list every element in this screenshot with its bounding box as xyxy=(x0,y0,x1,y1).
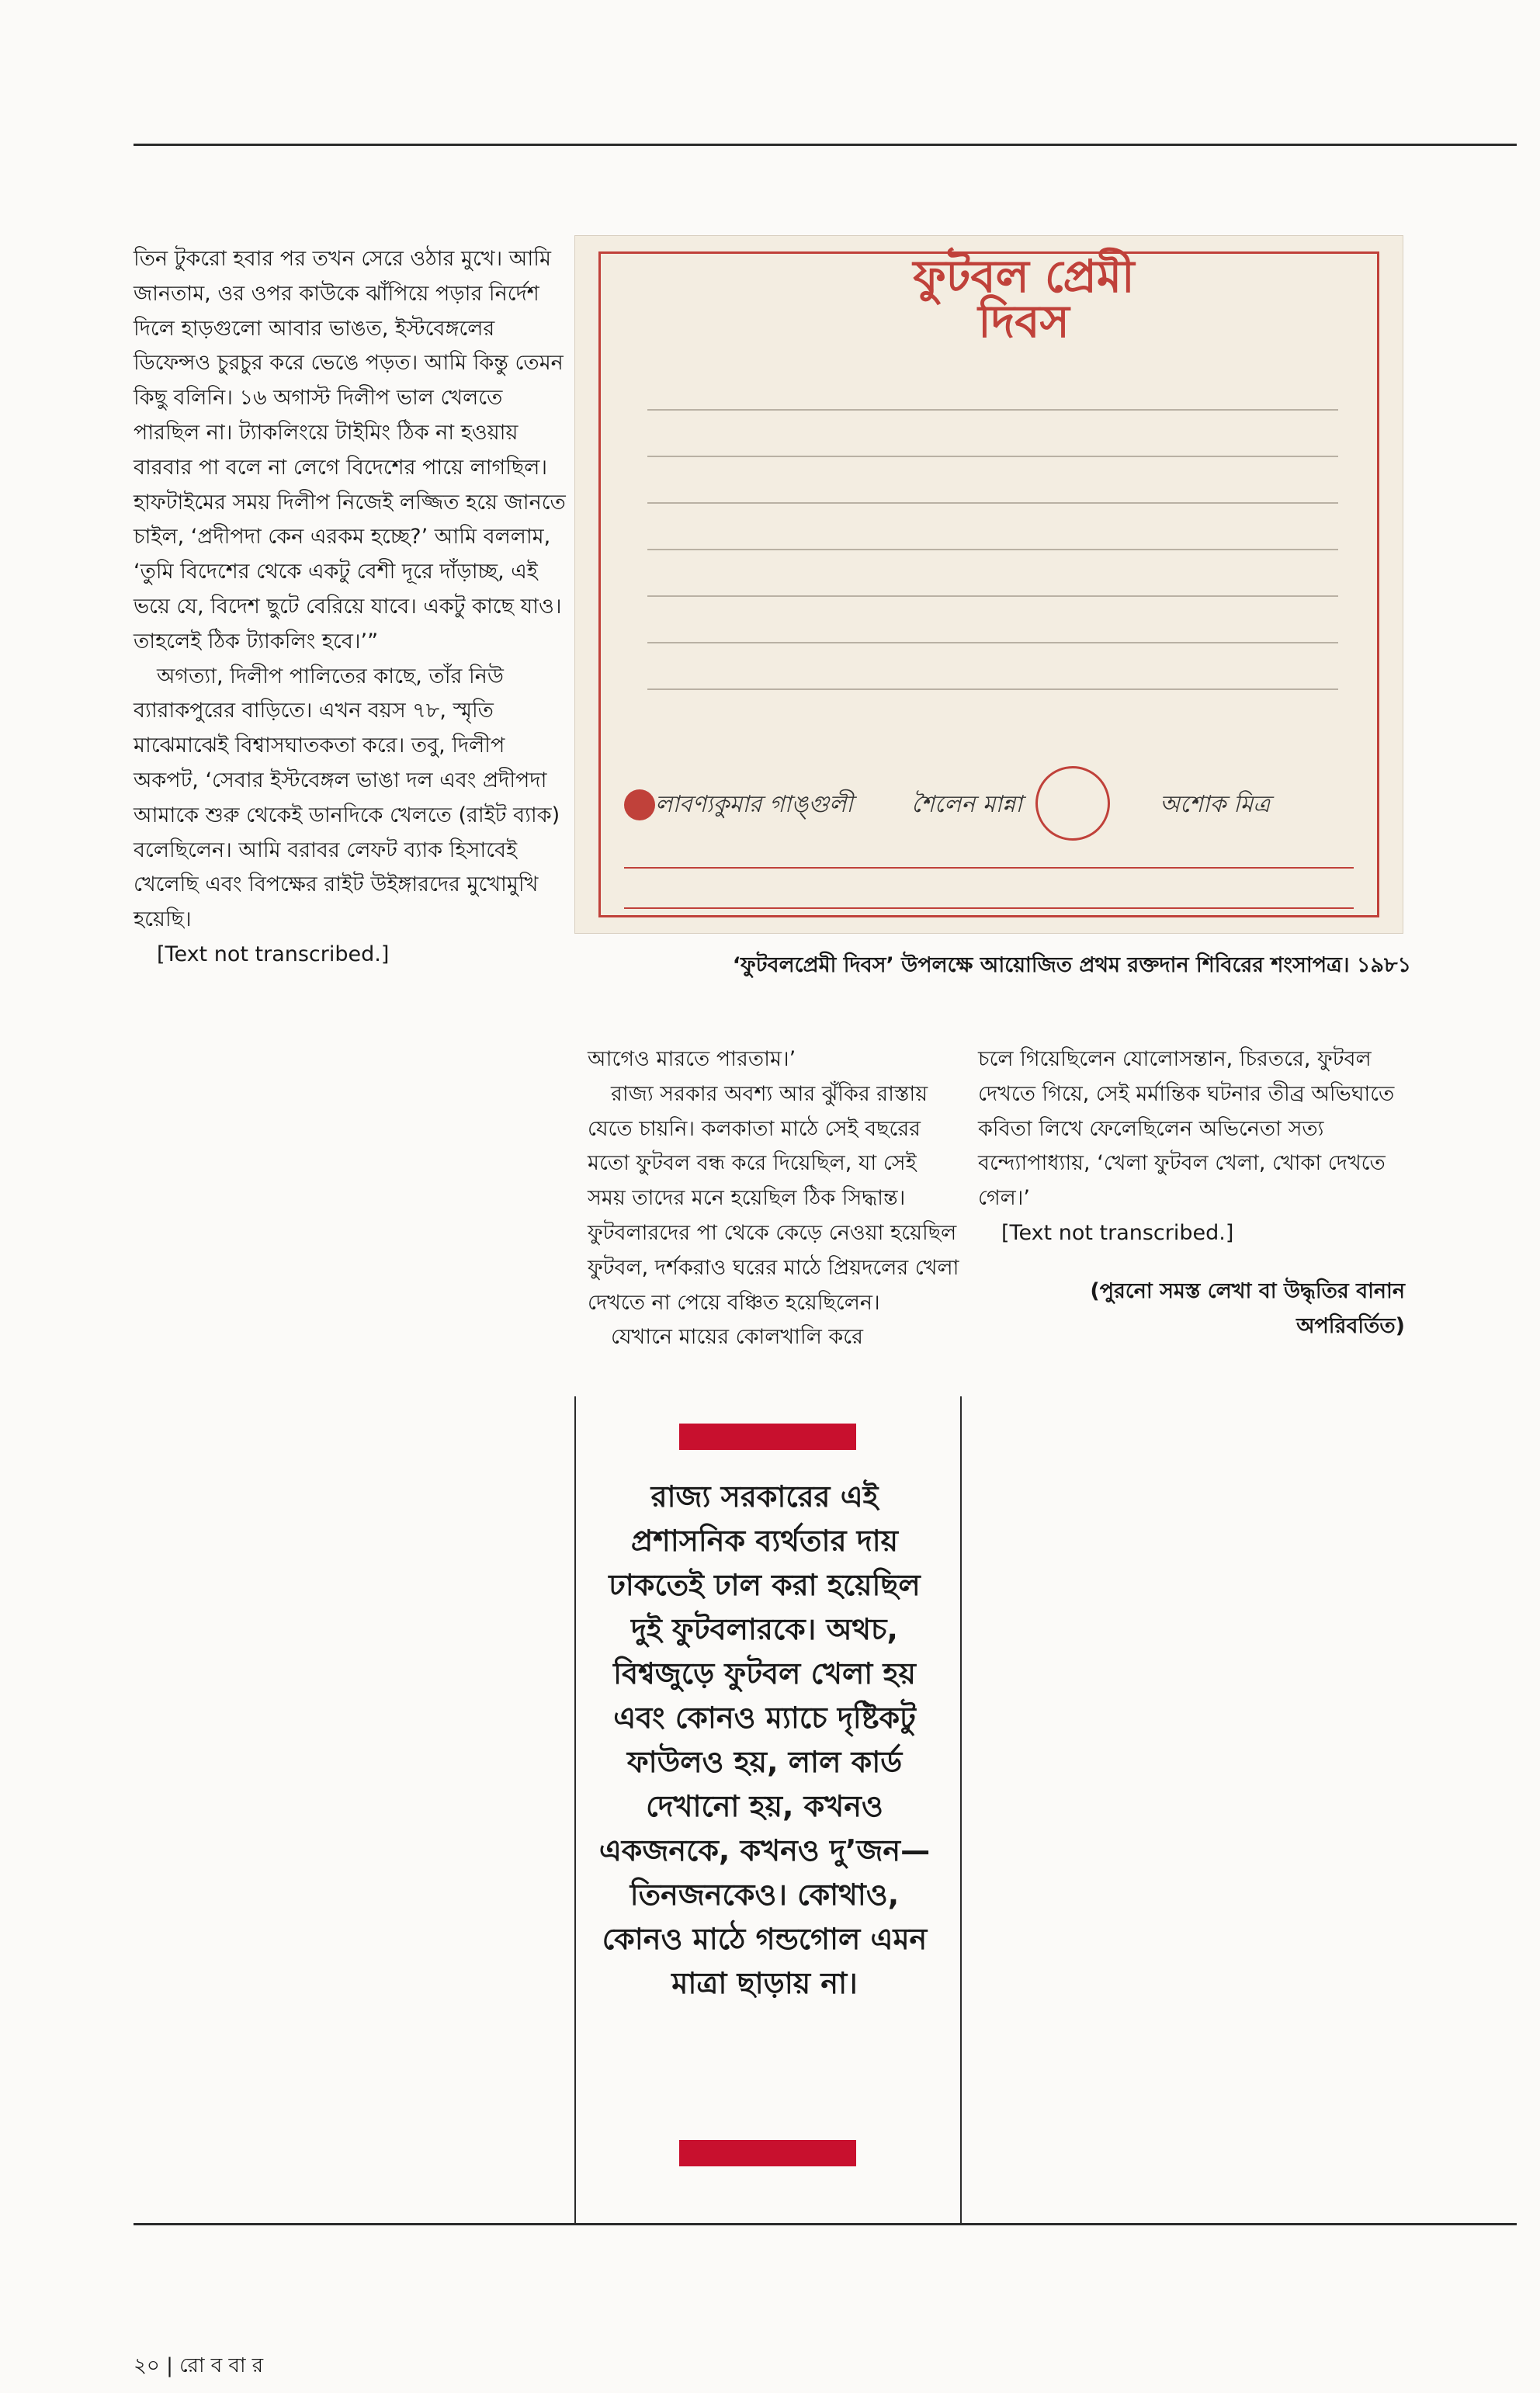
certificate-line xyxy=(647,409,1338,411)
blood-drop-icon xyxy=(624,789,655,820)
association-seal-icon xyxy=(1035,766,1110,841)
col2-para-1: আগেও মারতে পারতাম।’ xyxy=(588,1047,796,1071)
image-caption: ‘ফুটবলপ্রেমী দিবস’ উপলক্ষে আয়োজিত প্রথম রক্তদান শিবিরের শংসাপত্র। ১৯৮১ xyxy=(732,953,1411,977)
certificate-line xyxy=(647,502,1338,504)
certificate-border xyxy=(598,251,1379,917)
certificate-footer-band xyxy=(624,867,1354,909)
certificate-line xyxy=(647,642,1338,643)
certificate-line xyxy=(647,456,1338,457)
column-divider-left xyxy=(574,1396,576,2223)
certificate-line xyxy=(647,549,1338,550)
certificate-signatory-2: শৈলেন মান্না xyxy=(911,791,1022,818)
pullquote-top-bar xyxy=(679,1424,856,1450)
col2-para-2: রাজ্য সরকার অবশ্য আর ঝুঁকির রাস্তায় যেতে চায়নি। কলকাতা মাঠে সেই বছরের মতো ফুটবল বন্ধ করে দিয়েছিল, যা সেই সময় তাদের মনে হয়েছিল ঠিক সিদ্ধান্ত। ফুটবলারদের পা থেকে কেড়ে নেওয়া হয়েছিল ফুটবল, দর্শকরাও ঘরের মাঠে প্রিয়দলের খেলা দেখতে না পেয়ে বঞ্চিত হয়েছিলেন। xyxy=(588,1081,959,1315)
column-2 xyxy=(588,1042,960,1355)
column-1 xyxy=(134,242,570,973)
spelling-note: (পুরনো সমস্ত লেখা বা উদ্ধৃতির বানান অপরিবর্তিত) xyxy=(1090,1278,1405,1338)
certificate-title: ফুটবল প্রেমী দিবস xyxy=(913,250,1135,348)
col1-para-3: [Text not transcribed.] xyxy=(157,942,390,966)
column-divider-right xyxy=(960,1396,962,2223)
certificate-signatory-1: লাবণ্যকুমার গাঙ্গুলী xyxy=(655,791,853,818)
col3-para-2: [Text not transcribed.] xyxy=(1001,1220,1234,1245)
certificate-image xyxy=(574,235,1403,934)
certificate-line xyxy=(647,595,1338,597)
col1-para-1: তিন টুকরো হবার পর তখন সেরে ওঠার মুখে। আমি জানতাম, ওর ওপর কাউকে ঝাঁপিয়ে পড়ার নির্দেশ দিলে হাড়গুলো আবার ভাঙত, ইস্টবেঙ্গলের ডিফেন্সও চুরচুর করে ভেঙে পড়ত। আমি কিন্তু তেমন কিছু বলিনি। ১৬ অগাস্ট দিলীপ ভাল খেলতে পারছিল না। ট্যাকলিংয়ে টাইমিং ঠিক না হওয়ায় বারবার পা বলে না লেগে বিদেশের পায়ে লাগছিল। হাফটাইমের সময় দিলীপ নিজেই লজ্জিত হয়ে জানতে চাইল, ‘প্রদীপদা কেন এরকম হচ্ছে?’ আমি বললাম, ‘তুমি বিদেশের থেকে একটু বেশী দূরে দাঁড়াচ্ছ, এই ভয়ে যে, বিদেশ ছুটে বেরিয়ে যাবে। একটু কাছে যাও। তাহলেই ঠিক ট্যাকলিং হবে।’” xyxy=(134,247,566,654)
page-footer: ২০ | রো ব বা র xyxy=(134,2354,264,2377)
certificate-line xyxy=(647,688,1338,690)
top-rule xyxy=(134,144,1517,146)
bottom-rule xyxy=(134,2223,1517,2225)
col2-para-3: যেখানে মায়ের কোলখালি করে xyxy=(611,1325,863,1350)
column-3 xyxy=(978,1042,1405,1344)
col3-para-1: চলে গিয়েছিলেন যোলোসন্তান, চিরতরে, ফুটবল দেখতে গিয়ে, সেই মর্মান্তিক ঘটনার তীব্র অভিঘাতে কবিতা লিখে ফেলেছিলেন অভিনেতা সত্য বন্দ্যোপাধ্যায়, ‘খেলা ফুটবল খেলা, খোকা দেখতে গেল।’ xyxy=(978,1047,1395,1211)
col1-para-2: অগত্যা, দিলীপ পালিতের কাছে, তাঁর নিউ ব্যারাকপুরের বাড়িতে। এখন বয়স ৭৮, স্মৃতি মাঝেমাঝেই বিশ্বাসঘাতকতা করে। তবু, দিলীপ অকপট, ‘সেবার ইস্টবেঙ্গল ভাঙা দল এবং প্রদীপদা আমাকে শুরু থেকেই ডানদিকে খেলতে (রাইট ব্যাক) বলেছিলেন। আমি বরাবর লেফট ব্যাক হিসাবেই খেলেছি এবং বিপক্ষের রাইট উইঙ্গারদের মুখোমুখি হয়েছি। xyxy=(134,664,560,932)
pullquote: রাজ্য সরকারের এই প্রশাসনিক ব্যর্থতার দায় ঢাকতেই ঢাল করা হয়েছিল দুই ফুটবলারকে। অথচ, বিশ্বজুড়ে ফুটবল খেলা হয় এবং কোনও ম্যাচে দৃষ্টিকটু ফাউলও হয়, লাল কার্ড দেখানো হয়, কখনও একজনকে, কখনও দু’জন— তিনজনকেও। কোথাও, কোনও মাঠে গন্ডগোল এমন মাত্রা ছাড়ায় না। xyxy=(598,1479,931,2000)
certificate-signatory-3: অশোক মিত্র xyxy=(1160,791,1271,818)
pullquote-bottom-bar xyxy=(679,2140,856,2166)
